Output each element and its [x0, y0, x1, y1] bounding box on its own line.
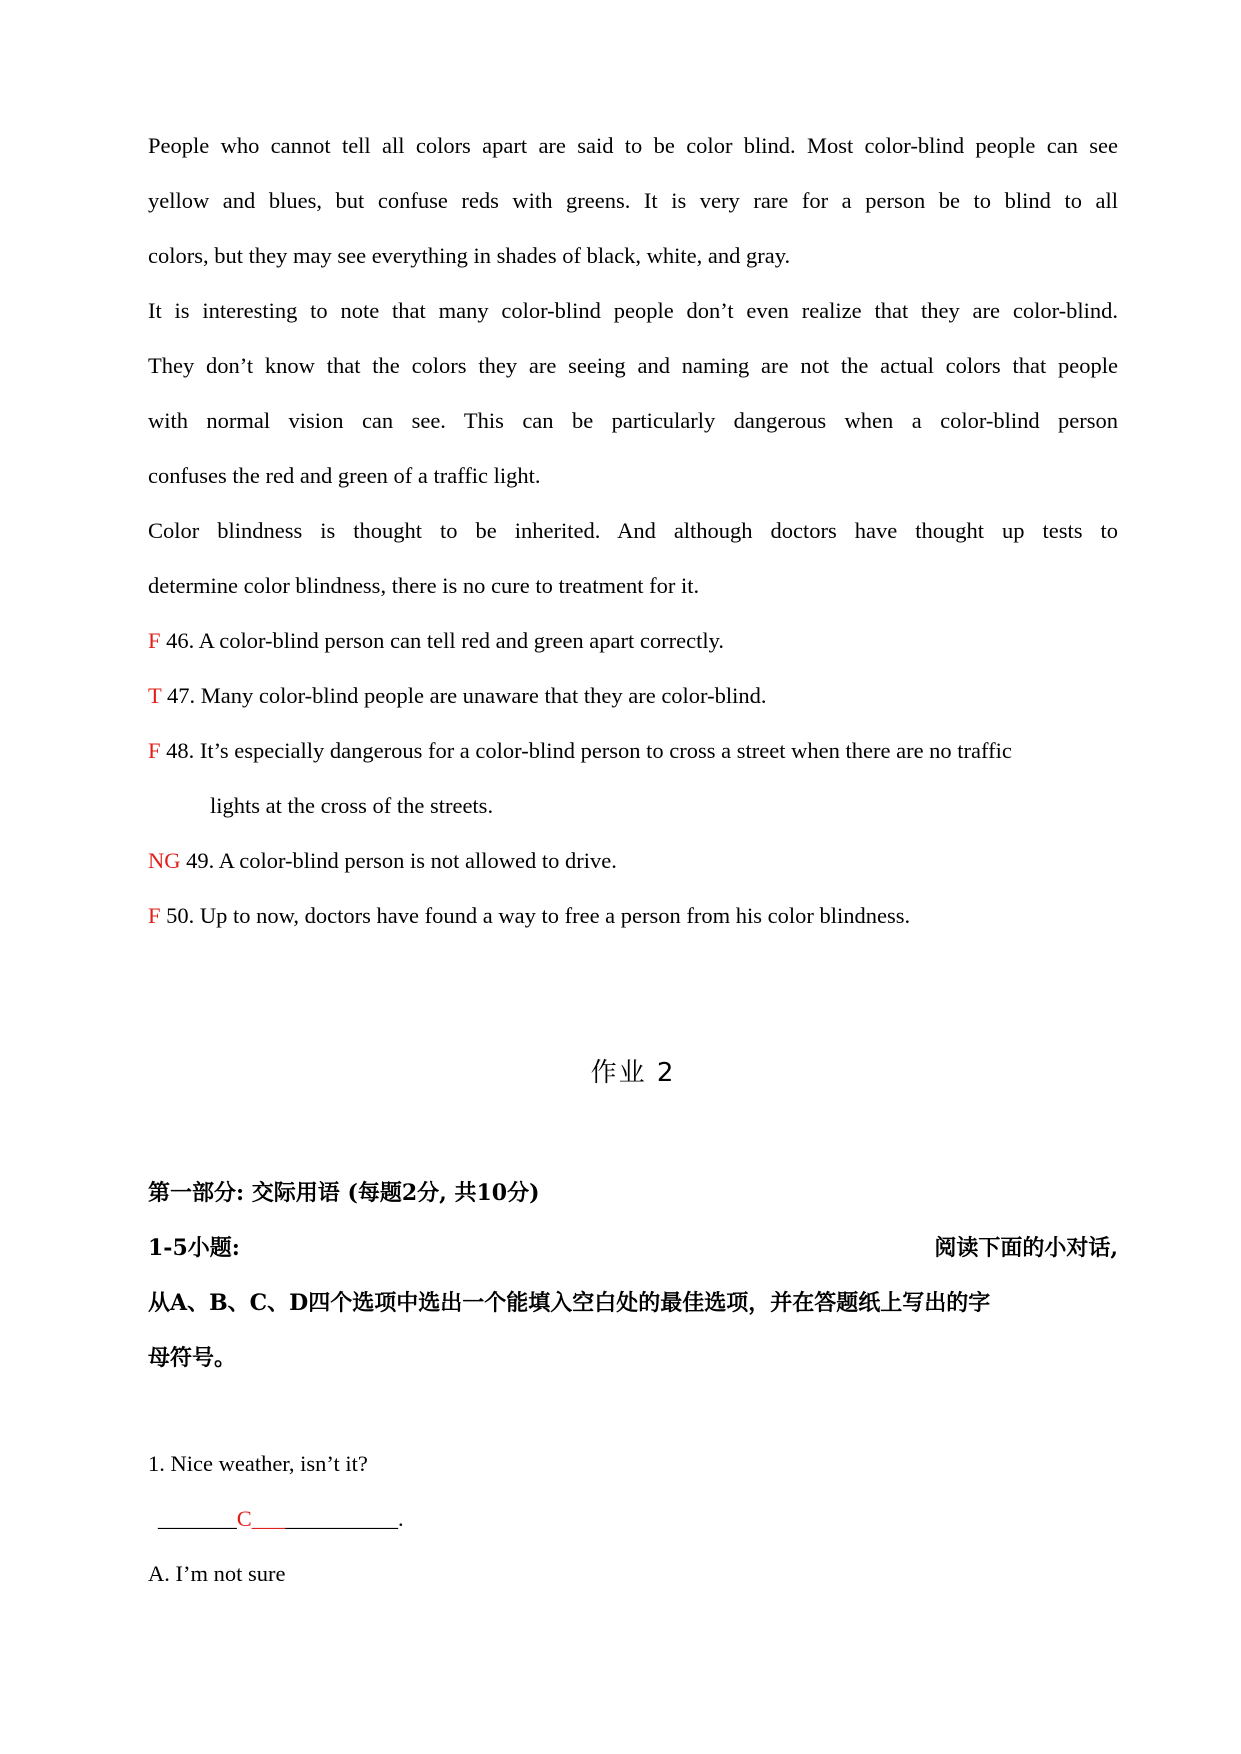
question-text: 49. A color-blind person is not allowed to drive. — [180, 848, 617, 873]
blank-end: . — [398, 1506, 404, 1531]
document-page — [148, 118, 1118, 1586]
instruction-line-1 — [148, 1221, 1118, 1276]
question-continuation: lights at the cross of the streets. — [210, 793, 494, 818]
passage-line: yellow and blues, but confuse reds with greens. It is very rare for a person be to blind to all — [148, 188, 1118, 213]
question-item — [148, 668, 1118, 723]
answer-mark: NG — [148, 848, 181, 873]
passage-line: They don’t know that the colors they are seeing and naming are not the actual colors that people — [148, 353, 1118, 378]
question-text: 47. Many color-blind people are unaware that they are color-blind. — [161, 683, 767, 708]
passage-paragraph-3 — [148, 503, 1118, 613]
question-1-answer-blank — [148, 1491, 1118, 1546]
question-item — [148, 833, 1118, 888]
question-item — [148, 723, 1118, 778]
question-text: 46. A color-blind person can tell red and green apart correctly. — [160, 628, 725, 653]
instruction-line-2: 从A、B、C、D四个选项中选出一个能填入空白处的最佳选项，并在答题纸上写出的字 — [148, 1290, 991, 1316]
passage-line: confuses the red and green of a traffic light. — [148, 463, 541, 488]
answer-mark: C — [236, 1506, 252, 1531]
instruction-label: 1-5小题: — [148, 1235, 240, 1261]
question-text: 48. It’s especially dangerous for a color-blind person to cross a street when there are no traffic — [160, 738, 1012, 763]
blank-underline: ___ — [251, 1506, 286, 1531]
passage-paragraph-2 — [148, 283, 1118, 503]
answer-mark: T — [148, 683, 162, 708]
answer-mark: F — [148, 903, 161, 928]
passage-line: People who cannot tell all colors apart are said to be color blind. Most color-blind people can see — [148, 133, 1118, 158]
passage-paragraph-1 — [148, 118, 1118, 283]
question-text: 50. Up to now, doctors have found a way to free a person from his color blindness. — [160, 903, 911, 928]
passage-line: determine color blindness, there is no cure to treatment for it. — [148, 573, 700, 598]
answer-mark: F — [148, 738, 161, 763]
question-1-prompt: 1. Nice weather, isn’t it? — [148, 1451, 368, 1476]
question-list — [148, 613, 1118, 943]
passage-line: It is interesting to note that many color-blind people don’t even realize that they are color-blind. — [148, 298, 1118, 323]
question-item — [148, 613, 1118, 668]
passage-line: with normal vision can see. This can be particularly dangerous when a color-blind person — [148, 408, 1118, 433]
question-item — [148, 888, 1118, 943]
section-title: 作业 2 — [590, 1058, 676, 1088]
answer-mark: F — [148, 628, 161, 653]
passage-line: colors, but they may see everything in shades of black, white, and gray. — [148, 243, 791, 268]
spacer — [148, 1386, 1118, 1436]
instruction-line-3: 母符号。 — [148, 1345, 237, 1371]
passage-line: Color blindness is thought to be inherited. And although doctors have thought up tests to — [148, 518, 1118, 543]
section-2 — [148, 1166, 1118, 1601]
instruction-text: 阅读下面的小对话, — [934, 1235, 1118, 1261]
blank-underline: __________ — [285, 1506, 399, 1531]
blank-underline: _______ — [158, 1506, 237, 1531]
question-1-option-a: A. I’m not sure — [148, 1561, 286, 1586]
part-heading: 第一部分: 交际用语 (每题2分, 共10分) — [148, 1180, 540, 1206]
